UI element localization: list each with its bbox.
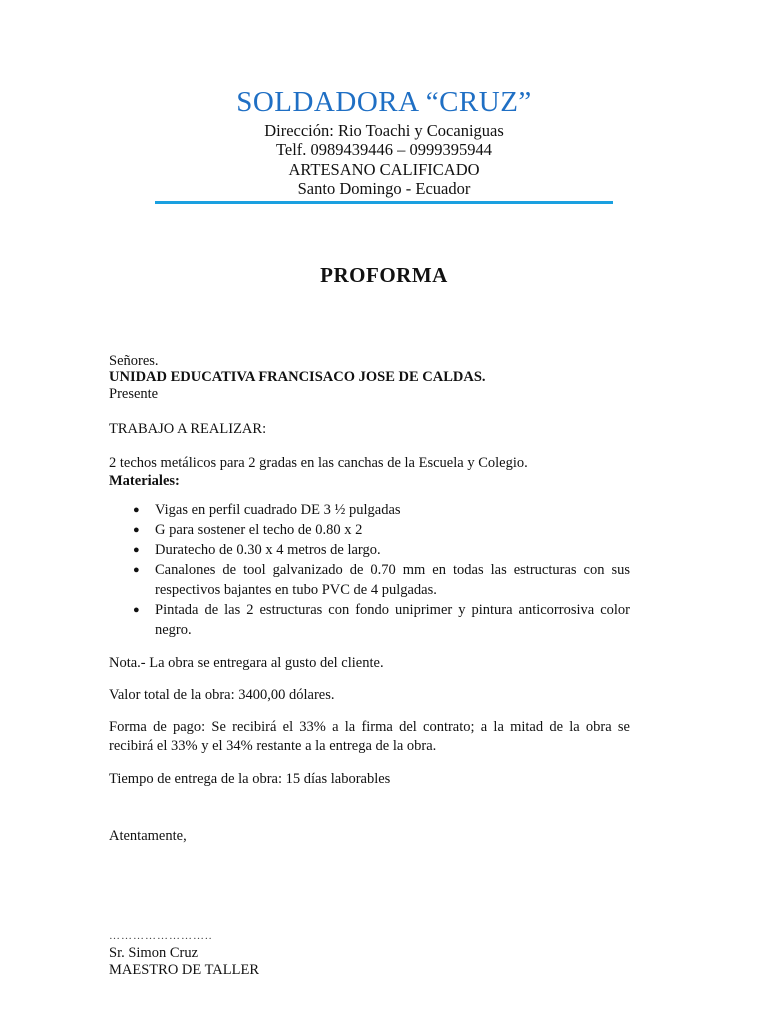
signature-role: MAESTRO DE TALLER	[109, 962, 260, 978]
materials-list	[109, 500, 630, 640]
work-heading: TRABAJO A REALIZAR:	[109, 421, 267, 437]
bullet-icon: ●	[133, 564, 140, 576]
bullet-icon: ●	[133, 604, 140, 616]
company-name: SOLDADORA “CRUZ”	[236, 86, 532, 118]
list-item	[109, 540, 630, 560]
material-text: Pintada de las 2 estructuras con fondo uniprimer y pintura anticorrosiva color negro.	[155, 602, 630, 638]
list-item	[109, 520, 630, 540]
header-divider	[155, 201, 613, 204]
material-text: Vigas en perfil cuadrado DE 3 ½ pulgadas	[155, 502, 401, 518]
document-title: PROFORMA	[320, 263, 448, 287]
material-text: G para sostener el techo de 0.80 x 2	[155, 522, 363, 538]
company-tagline: ARTESANO CALIFICADO	[288, 160, 480, 179]
bullet-icon: ●	[133, 544, 140, 556]
note-text: Nota.- La obra se entregara al gusto del cliente.	[109, 655, 384, 671]
recipient-name: UNIDAD EDUCATIVA FRANCISACO JOSE DE CALDAS.	[109, 369, 486, 385]
work-description: 2 techos metálicos para 2 gradas en las canchas de la Escuela y Colegio.	[109, 455, 528, 471]
company-phones: Telf. 0989439446 – 0999395944	[275, 140, 493, 159]
bullet-icon: ●	[133, 504, 140, 516]
material-text: Canalones de tool galvanizado de 0.70 mm en todas las estructuras con sus respectivos bajantes en tubo PVC de 4 pulgadas.	[155, 562, 630, 598]
list-item	[109, 500, 630, 520]
delivery-time: Tiempo de entrega de la obra: 15 días laborables	[109, 771, 391, 787]
list-item	[109, 560, 630, 600]
bullet-icon: ●	[133, 524, 140, 536]
list-item	[109, 600, 630, 640]
material-text: Duratecho de 0.30 x 4 metros de largo.	[155, 542, 381, 558]
signature-line: ……………………..	[109, 930, 213, 942]
total-value: Valor total de la obra: 3400,00 dólares.	[109, 687, 335, 703]
company-city: Santo Domingo - Ecuador	[297, 179, 471, 198]
closing-text: Atentamente,	[109, 828, 187, 844]
payment-terms: Forma de pago: Se recibirá el 33% a la firma del contrato; a la mitad de la obra se recibirá el 33% y el 34% restante a la entrega de la obra.	[109, 719, 630, 754]
company-address: Dirección: Rio Toachi y Cocaniguas	[264, 121, 504, 140]
recipient-salutation: Señores.	[109, 353, 159, 369]
materials-heading: Materiales:	[109, 473, 180, 489]
recipient-presente: Presente	[109, 386, 159, 402]
signature-name: Sr. Simon Cruz	[109, 945, 199, 961]
